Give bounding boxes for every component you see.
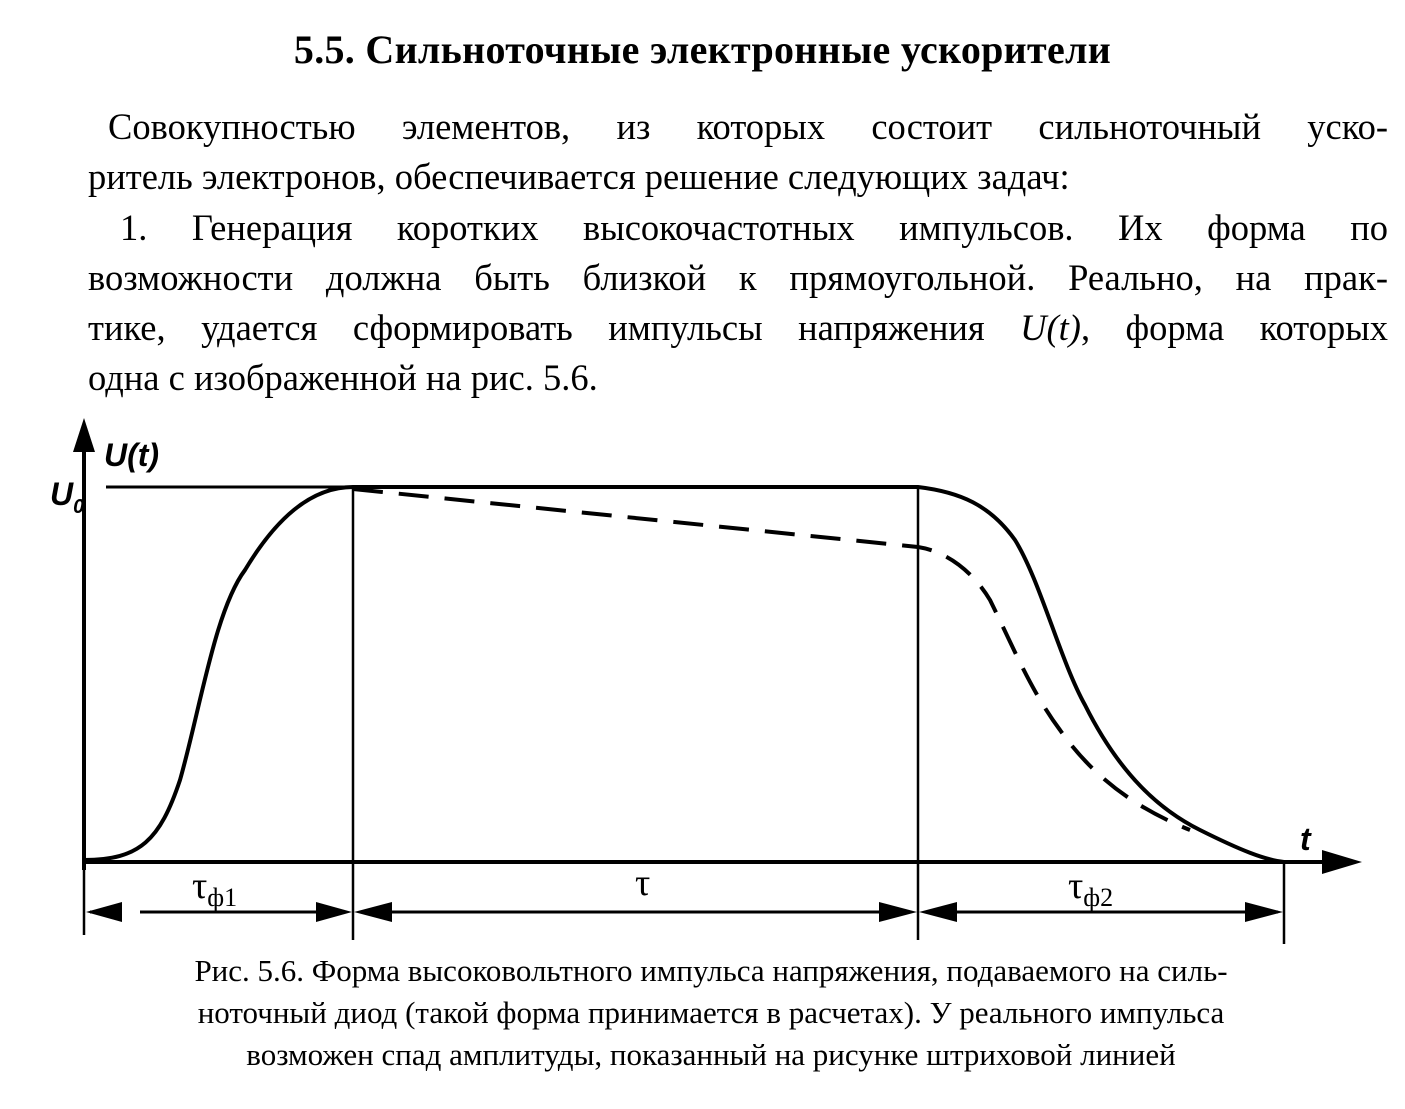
u0-subscript: 0 xyxy=(73,496,85,518)
text-fragment: тике, удается сформировать импульсы напряжения xyxy=(88,307,1021,348)
tau-f2-label xyxy=(1068,865,1113,912)
paragraph-line: ритель электронов, обеспечивается решение следующих задач: xyxy=(88,156,1070,197)
x-axis-label: t xyxy=(1300,821,1311,857)
paragraph-task-1 xyxy=(88,203,1388,403)
figure-caption xyxy=(86,950,1336,1076)
u0-label xyxy=(50,476,84,518)
caption-line: Рис. 5.6. Форма высоковольтного импульса напряжения, подаваемого на силь- xyxy=(194,953,1228,988)
x-axis xyxy=(84,850,1362,874)
paragraph-line: одна с изображенной на рис. 5.6. xyxy=(88,357,598,398)
paragraph-line: Совокупностью элементов, из которых состоит сильноточный уско- xyxy=(108,106,1388,147)
tau-symbol: τ xyxy=(1068,865,1084,907)
tau-symbol: τ xyxy=(192,865,208,907)
tau-f2-subscript: ф2 xyxy=(1083,883,1114,912)
ideal-pulse-curve xyxy=(84,487,1284,862)
text-fragment: , форма которых xyxy=(1080,307,1388,348)
tau-f1-subscript: ф1 xyxy=(207,883,238,912)
paragraph-line: 1. Генерация коротких высокочастотных импульсов. Их форма по xyxy=(120,207,1388,248)
section-title: 5.5. Сильноточные электронные ускорители xyxy=(293,27,1112,72)
tau-dimension xyxy=(354,902,917,922)
y-axis xyxy=(73,418,95,870)
caption-line: ноточный диод (такой форма принимается в расчетах). У реального импульса xyxy=(197,995,1225,1030)
u0-symbol: U xyxy=(50,476,74,512)
voltage-variable: U(t) xyxy=(1020,307,1081,348)
y-axis-label: U(t) xyxy=(104,437,160,473)
paragraph-line: возможности должна быть близкой к прямоугольной. Реально, на прак- xyxy=(88,257,1388,298)
caption-line: возможен спад амплитуды, показанный на рисунке штриховой линией xyxy=(246,1037,1176,1072)
paragraph-line xyxy=(88,303,1388,353)
tau-f1-label xyxy=(192,865,237,912)
pulse-diagram xyxy=(0,410,1405,950)
paragraph-intro xyxy=(88,102,1388,202)
tau-label: τ xyxy=(635,862,651,904)
